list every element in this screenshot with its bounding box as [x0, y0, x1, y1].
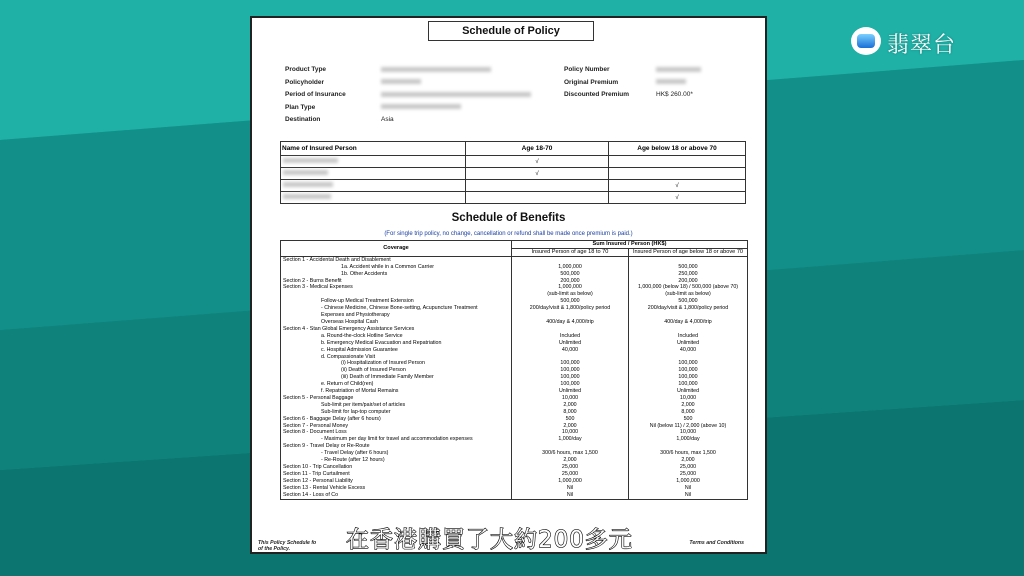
benefit-value-a: 100,000: [512, 374, 629, 381]
benefit-value-b: 500,000: [629, 264, 748, 271]
benefit-coverage: Section 9 - Travel Delay or Re-Route: [281, 443, 512, 450]
video-caption: 在香港購買了大約200多元: [346, 527, 633, 553]
benefit-value-a: 1,000/day: [512, 436, 629, 443]
benefit-value-a: 2,000: [512, 402, 629, 409]
benefit-coverage: Section 1 - Accidental Death and Disablement: [281, 256, 512, 263]
benefit-coverage: Section 6 - Baggage Delay (after 6 hours): [281, 416, 512, 423]
table-row: √: [281, 180, 746, 192]
benefit-coverage: Section 12 - Personal Liability: [281, 478, 512, 485]
benefit-coverage: d. Compassionate Visit: [281, 354, 512, 361]
benefits-header-col-b: Insured Person of age below 18 or above 70: [629, 248, 748, 256]
benefit-coverage: 1b. Other Accidents: [281, 271, 512, 278]
benefit-value-b: 500: [629, 416, 748, 423]
benefit-value-a: 10,000: [512, 395, 629, 402]
benefits-header-col-a: Insured Person of age 18 to 70: [512, 248, 629, 256]
benefit-coverage: Section 10 - Trip Cancellation: [281, 464, 512, 471]
benefit-value-a: Unlimited: [512, 340, 629, 347]
document-title: Schedule of Policy: [428, 21, 594, 41]
benefit-coverage: Overseas Hospital Cash: [281, 319, 512, 326]
benefits-subtitle: (For single trip policy, no change, cancellation or refund shall be made once premium is paid.): [384, 231, 633, 237]
benefit-value-a: Nil: [512, 485, 629, 492]
benefit-value-b: [629, 443, 748, 450]
benefit-value-b: 40,000: [629, 347, 748, 354]
table-row: [281, 409, 748, 416]
benefit-value-a: 1,000,000: [512, 284, 629, 291]
benefit-coverage: c. Hospital Admission Guarantee: [281, 347, 512, 354]
benefit-value-a: 400/day & 4,000/trip: [512, 319, 629, 326]
table-row: [281, 340, 748, 347]
benefit-value-a: 25,000: [512, 471, 629, 478]
insured-header-age-18-70: Age 18-70: [466, 142, 609, 156]
info-row-period: Period of Insurance: [285, 91, 531, 104]
benefit-coverage: (i) Hospitalization of Insured Person: [281, 360, 512, 367]
benefit-value-b: 1,000/day: [629, 436, 748, 443]
benefit-value-a: 2,000: [512, 457, 629, 464]
table-row: [281, 354, 748, 361]
benefit-value-b: [629, 312, 748, 319]
table-row: [281, 402, 748, 409]
benefit-value-b: 100,000: [629, 360, 748, 367]
table-row: [281, 492, 748, 499]
benefit-value-a: Included: [512, 333, 629, 340]
channel-logo: [851, 26, 975, 58]
benefits-header-coverage: Coverage: [281, 241, 512, 257]
benefit-coverage: - Re-Route (after 12 hours): [281, 457, 512, 464]
benefit-value-b: (sub-limit as below): [629, 291, 748, 298]
benefit-coverage: Sub-limit per item/pair/set of articles: [281, 402, 512, 409]
info-row-destination: Destination Asia: [285, 116, 394, 123]
benefit-value-b: 300/6 hours, max 1,500: [629, 450, 748, 457]
table-row: [281, 457, 748, 464]
benefit-value-a: (sub-limit as below): [512, 291, 629, 298]
info-left: [285, 66, 531, 129]
benefit-coverage: a. Round-the-clock Hotline Service: [281, 333, 512, 340]
benefit-value-b: 2,000: [629, 402, 748, 409]
benefit-value-b: Nil (below 11) / 2,000 (above 10): [629, 423, 748, 430]
benefit-value-a: 100,000: [512, 367, 629, 374]
table-row: [281, 423, 748, 430]
table-row: [281, 347, 748, 354]
insured-persons-table: [280, 141, 746, 204]
table-row: [281, 395, 748, 402]
table-row: [281, 326, 748, 333]
benefit-value-b: 100,000: [629, 367, 748, 374]
benefit-coverage: [281, 291, 512, 298]
info-row-policy-number: Policy Number: [564, 66, 701, 79]
table-row: [281, 374, 748, 381]
table-row: [281, 388, 748, 395]
benefit-coverage: Expenses and Physiotherapy: [281, 312, 512, 319]
benefit-value-b: 250,000: [629, 271, 748, 278]
table-row: [281, 464, 748, 471]
table-row: [281, 284, 748, 291]
table-row: [281, 271, 748, 278]
benefit-value-a: 1,000,000: [512, 264, 629, 271]
benefit-value-a: 300/6 hours, max 1,500: [512, 450, 629, 457]
benefit-value-b: 200,000: [629, 278, 748, 285]
benefit-value-a: 2,000: [512, 423, 629, 430]
info-row-product-type: Product Type: [285, 66, 531, 79]
table-row: √: [281, 156, 746, 168]
benefit-coverage: e. Return of Child(ren): [281, 381, 512, 388]
benefit-coverage: - Maximum per day limit for travel and accommodation expenses: [281, 436, 512, 443]
info-row-original-premium: Original Premium: [564, 79, 701, 92]
table-row: [281, 429, 748, 436]
benefit-value-b: 2,000: [629, 457, 748, 464]
table-row: [281, 256, 748, 263]
benefit-value-b: 400/day & 4,000/trip: [629, 319, 748, 326]
benefit-value-a: 500,000: [512, 271, 629, 278]
benefit-value-b: 10,000: [629, 395, 748, 402]
benefit-coverage: - Travel Delay (after 6 hours): [281, 450, 512, 457]
benefit-value-a: 25,000: [512, 464, 629, 471]
benefit-value-b: 200/day/visit & 1,800/policy period: [629, 305, 748, 312]
benefit-coverage: (iii) Death of Immediate Family Member: [281, 374, 512, 381]
benefit-coverage: Section 4 - Stan Global Emergency Assistance Services: [281, 326, 512, 333]
benefit-coverage: Section 5 - Personal Baggage: [281, 395, 512, 402]
benefit-value-a: 1,000,000: [512, 478, 629, 485]
benefit-coverage: Section 2 - Burns Benefit: [281, 278, 512, 285]
benefit-value-b: 8,000: [629, 409, 748, 416]
table-row: [281, 298, 748, 305]
table-row: [281, 471, 748, 478]
info-row-policyholder: Policyholder: [285, 79, 531, 92]
table-row: [281, 436, 748, 443]
table-row: [281, 291, 748, 298]
benefit-value-b: 100,000: [629, 374, 748, 381]
benefit-coverage: Sub-limit for lap-top computer: [281, 409, 512, 416]
table-row: [281, 478, 748, 485]
benefit-coverage: Section 11 - Trip Curtailment: [281, 471, 512, 478]
benefit-value-a: [512, 443, 629, 450]
table-row: [281, 278, 748, 285]
insured-header-name: Name of Insured Person: [281, 142, 466, 156]
benefit-value-b: 500,000: [629, 298, 748, 305]
benefit-value-a: 500: [512, 416, 629, 423]
benefit-coverage: Section 14 - Loss of Co: [281, 492, 512, 499]
benefit-value-a: 40,000: [512, 347, 629, 354]
benefit-value-b: Unlimited: [629, 340, 748, 347]
benefit-value-a: [512, 326, 629, 333]
benefit-coverage: Follow-up Medical Treatment Extension: [281, 298, 512, 305]
policy-document: [250, 16, 767, 554]
benefit-value-b: Nil: [629, 492, 748, 499]
benefit-value-b: 25,000: [629, 471, 748, 478]
benefit-coverage: (ii) Death of Insured Person: [281, 367, 512, 374]
benefits-header-sum-insured: Sum Insured / Person (HK$): [512, 241, 748, 249]
benefit-value-a: Nil: [512, 492, 629, 499]
benefit-coverage: Section 13 - Rental Vehicle Excess: [281, 485, 512, 492]
benefit-coverage: Section 3 - Medical Expenses: [281, 284, 512, 291]
table-row: √: [281, 168, 746, 180]
document-footer: This Policy Schedule fo Terms and Conditions of the Policy.: [258, 540, 744, 552]
benefit-value-b: Unlimited: [629, 388, 748, 395]
table-row: [281, 264, 748, 271]
benefit-value-b: 1,000,000: [629, 478, 748, 485]
benefit-value-a: 8,000: [512, 409, 629, 416]
benefit-value-a: 500,000: [512, 298, 629, 305]
insured-header-age-other: Age below 18 or above 70: [609, 142, 746, 156]
table-row: [281, 360, 748, 367]
benefits-table: [280, 240, 748, 500]
table-row: [281, 319, 748, 326]
benefit-coverage: Section 8 - Document Loss: [281, 429, 512, 436]
benefit-value-a: [512, 312, 629, 319]
table-row: [281, 443, 748, 450]
table-row: [281, 367, 748, 374]
benefit-value-a: 100,000: [512, 360, 629, 367]
table-row: [281, 485, 748, 492]
table-row: √: [281, 192, 746, 204]
info-row-plan-type: Plan Type: [285, 104, 531, 117]
benefit-value-b: Nil: [629, 485, 748, 492]
benefit-coverage: f. Repatriation of Mortal Remains: [281, 388, 512, 395]
benefit-coverage: - Chinese Medicine, Chinese Bone-setting, Acupuncture Treatment: [281, 305, 512, 312]
benefit-value-b: 10,000: [629, 429, 748, 436]
benefit-coverage: 1a. Accident while in a Common Carrier: [281, 264, 512, 271]
benefit-value-b: 25,000: [629, 464, 748, 471]
table-row: [281, 305, 748, 312]
benefit-value-b: [629, 354, 748, 361]
benefits-title: Schedule of Benefits: [451, 212, 566, 224]
benefit-coverage: Section 7 - Personal Money: [281, 423, 512, 430]
table-row: [281, 450, 748, 457]
benefit-value-b: [629, 326, 748, 333]
table-row: [281, 416, 748, 423]
tvb-logo-icon: [851, 27, 881, 55]
benefit-value-b: 1,000,000 (below 18) / 500,000 (above 70): [629, 284, 748, 291]
table-row: [281, 381, 748, 388]
table-row: [281, 333, 748, 340]
benefit-value-b: 100,000: [629, 381, 748, 388]
benefit-value-a: 200,000: [512, 278, 629, 285]
benefit-value-a: [512, 354, 629, 361]
table-row: [281, 312, 748, 319]
benefit-value-a: Unlimited: [512, 388, 629, 395]
channel-name: 翡翠台: [887, 33, 957, 58]
benefit-value-b: Included: [629, 333, 748, 340]
info-row-discounted-premium: Discounted Premium HK$ 260.00*: [564, 91, 693, 98]
benefit-value-a: 200/day/visit & 1,800/policy period: [512, 305, 629, 312]
benefit-value-a: [512, 256, 629, 263]
benefit-value-b: [629, 256, 748, 263]
info-right: [564, 66, 701, 104]
benefit-value-a: 10,000: [512, 429, 629, 436]
benefit-coverage: b. Emergency Medical Evacuation and Repatriation: [281, 340, 512, 347]
benefit-value-a: 100,000: [512, 381, 629, 388]
